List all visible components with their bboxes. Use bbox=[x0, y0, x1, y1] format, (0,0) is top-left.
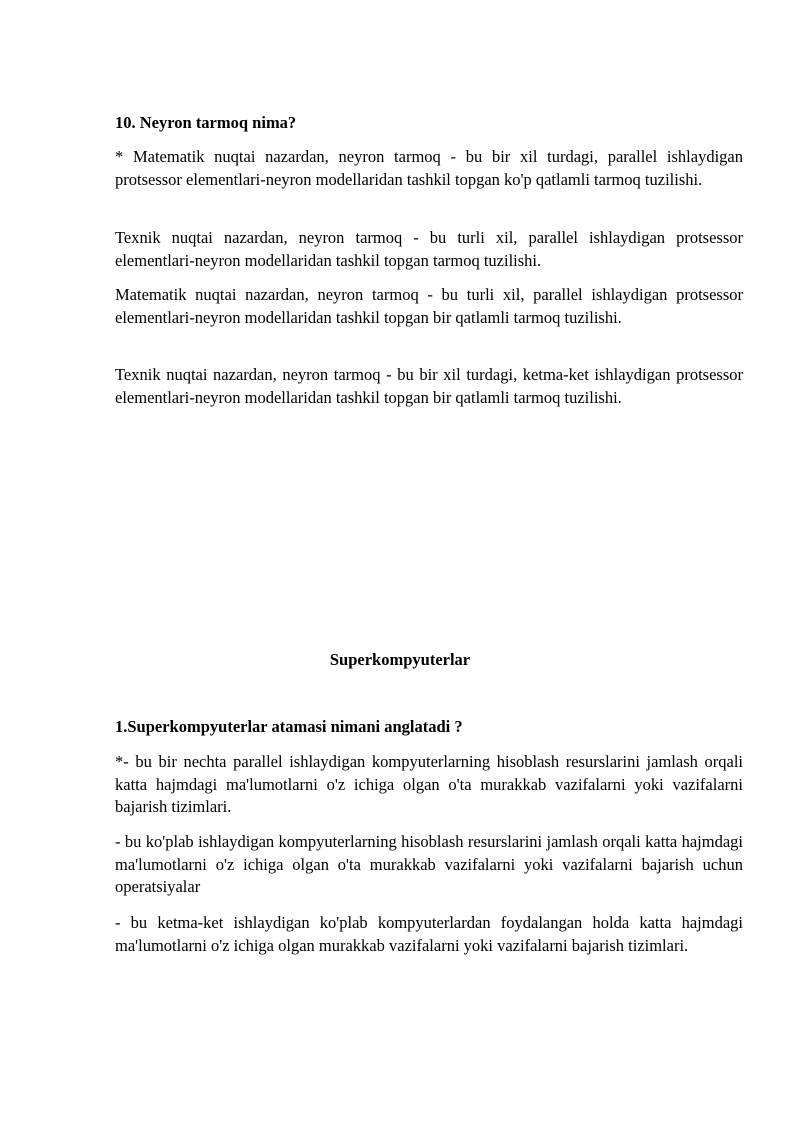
question-1-option-2: - bu ko'plab ishlaydigan kompyuterlarning hisoblash resurslarini jamlash orqali katta hajmdagi ma'lumotlarni o'z ichiga olgan o'ta murakkab vazifalarni yoki vazifalarni bajarish uchun operatsiyalar bbox=[115, 832, 743, 896]
section-title: Superkompyuterlar bbox=[329, 650, 471, 669]
question-1-option-1: *- bu bir nechta parallel ishlaydigan kompyuterlarning hisoblash resurslarini jamlash orqali katta hajmdagi ma'lumotlarni o'z ichiga olgan o'ta murakkab vazifalarni yoki vazifalarni bajarish tizimlari. bbox=[115, 752, 743, 816]
question-1-option-3: - bu ketma-ket ishlaydigan ko'plab kompyuterlardan foydalangan holda katta hajmdagi ma'lumotlarni o'z ichiga olgan murakkab vazifalarni yoki vazifalarni bajarish tizimlari. bbox=[115, 913, 743, 955]
question-10-option-2: Texnik nuqtai nazardan, neyron tarmoq - bu turli xil, parallel ishlaydigan protsessor elementlari-neyron modellaridan tashkil topgan tarmoq tuzilishi. bbox=[115, 228, 743, 270]
question-1-title: 1.Superkompyuterlar atamasi nimani anglatadi ? bbox=[115, 717, 463, 736]
question-10-option-4: Texnik nuqtai nazardan, neyron tarmoq - bu bir xil turdagi, ketma-ket ishlaydigan protsessor elementlari-neyron modellaridan tashkil topgan bir qatlamli tarmoq tuzilishi. bbox=[115, 365, 743, 407]
question-10-option-1: * Matematik nuqtai nazardan, neyron tarmoq - bu bir xil turdagi, parallel ishlaydigan protsessor elementlari-neyron modellaridan tashkil topgan ko'p qatlamli tarmoq tuzilishi. bbox=[115, 147, 743, 189]
question-10-title: 10. Neyron tarmoq nima? bbox=[115, 113, 297, 132]
question-10-option-3: Matematik nuqtai nazardan, neyron tarmoq - bu turli xil, parallel ishlaydigan protsessor elementlari-neyron modellaridan tashkil topgan bir qatlamli tarmoq tuzilishi. bbox=[115, 285, 743, 327]
